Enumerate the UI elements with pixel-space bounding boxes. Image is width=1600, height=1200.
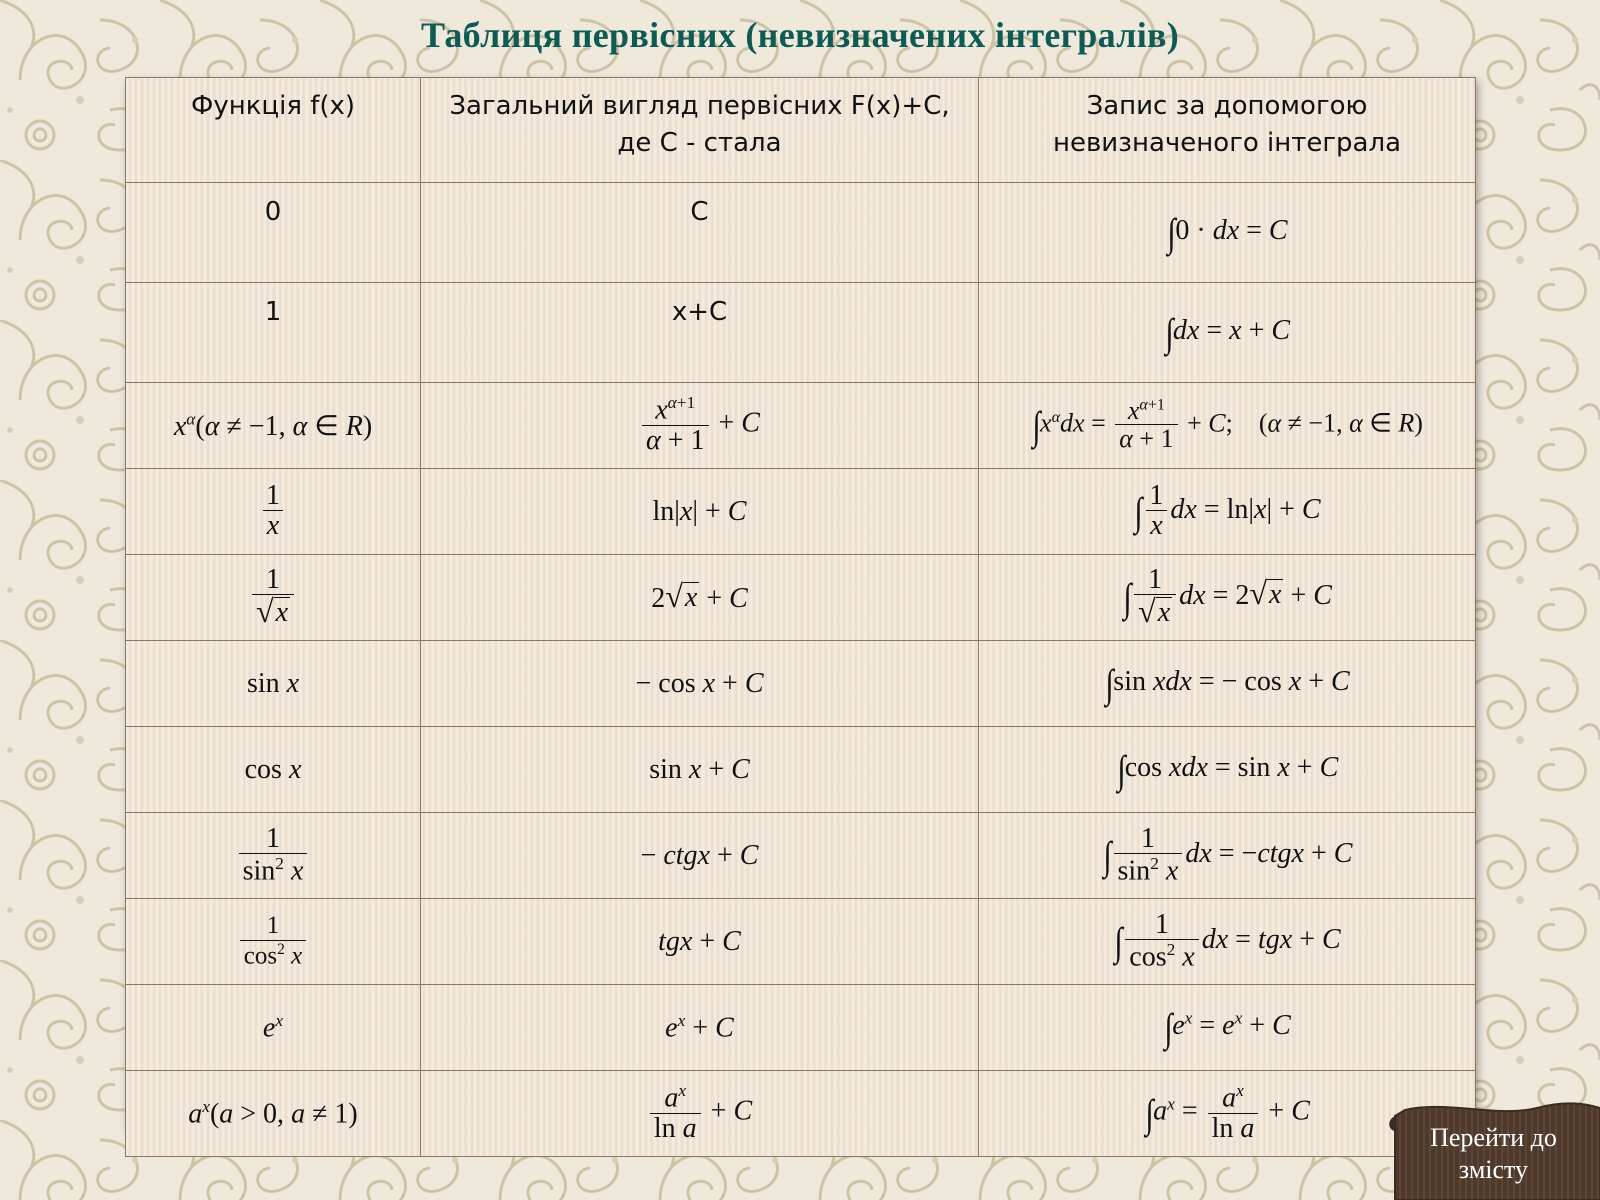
cell-antiderivative: ln|x| + C bbox=[421, 469, 979, 555]
table-row bbox=[126, 641, 1476, 727]
cell-integral: ∫cos xdx = sin x + C bbox=[979, 727, 1476, 813]
header-integral-notation: Запис за допомогою невизначеного інтеграла bbox=[979, 78, 1476, 183]
cell-integral: $\int x^\alpha dx$ = $\frac{x^{\alpha+1}}{\alpha + 1}$ + C; (α ≠ −1, α ∈ R) bbox=[979, 383, 1476, 469]
cell-integral: ∫ $\frac{1}{x}$ dx = ln|x| + C bbox=[979, 469, 1476, 555]
go-to-contents-label: Перейти до змісту bbox=[1430, 1123, 1557, 1184]
cell-function: $x^\alpha(\alpha \ne -1$, α ∈ R) bbox=[126, 383, 421, 469]
cell-integral: ∫ $\frac{1}{\sin^2 x}$ dx = −ctgx + C bbox=[979, 813, 1476, 899]
cell-function: $a^x(a > 0$, a ≠ 1) bbox=[126, 1071, 421, 1157]
cell-integral: $\int e^x = e^x + C$ bbox=[979, 985, 1476, 1071]
cell-integral: ∫ $\frac{1}{\cos^2 x}$ dx = tgx + C bbox=[979, 899, 1476, 985]
header-row bbox=[126, 78, 1476, 183]
cell-function: cos x bbox=[126, 727, 421, 813]
integrals-table-container bbox=[125, 77, 1475, 1144]
integrals-table bbox=[125, 77, 1476, 1157]
table-row bbox=[126, 469, 1476, 555]
cell-integral: ∫dx = x + C bbox=[979, 283, 1476, 383]
cell-integral: $\int a^x$ = $\frac{a^x}{\text{ln a}}$ + C bbox=[979, 1071, 1476, 1157]
cell-function: 1 √ x bbox=[126, 555, 421, 641]
cell-function: $\frac{1}{x}$ bbox=[126, 469, 421, 555]
cell-antiderivative: $\frac{a^x}{\text{ln a}}$ + C bbox=[421, 1071, 979, 1157]
table-row bbox=[126, 183, 1476, 283]
cell-antiderivative: 2 √ x + C bbox=[421, 555, 979, 641]
go-to-contents-button[interactable] bbox=[1387, 1100, 1600, 1200]
cell-function: $\frac{1}{\cos^2 x}$ bbox=[126, 899, 421, 985]
table-row bbox=[126, 727, 1476, 813]
cell-antiderivative: $e^x + C$ bbox=[421, 985, 979, 1071]
table-row bbox=[126, 813, 1476, 899]
cell-function: $\frac{1}{\sin^2 x}$ bbox=[126, 813, 421, 899]
cell-antiderivative: tgx + C bbox=[421, 899, 979, 985]
cell-antiderivative: − cos x + C bbox=[421, 641, 979, 727]
cell-function: $e^x$ bbox=[126, 985, 421, 1071]
cell-function: 0 bbox=[126, 183, 421, 283]
cell-antiderivative: sin x + C bbox=[421, 727, 979, 813]
cell-integral: ∫sin xdx = − cos x + C bbox=[979, 641, 1476, 727]
table-row bbox=[126, 283, 1476, 383]
cell-antiderivative: − ctgx + C bbox=[421, 813, 979, 899]
header-function: Функція f(x) bbox=[126, 78, 421, 183]
cell-function: 1 bbox=[126, 283, 421, 383]
table-row bbox=[126, 555, 1476, 641]
header-general-form: Загальний вигляд первісних F(x)+C, де С - стала bbox=[421, 78, 979, 183]
table-row bbox=[126, 985, 1476, 1071]
cell-integral: ∫ 1 √ x dx = 2 √ x + C bbox=[979, 555, 1476, 641]
cell-function: sin x bbox=[126, 641, 421, 727]
table-row bbox=[126, 899, 1476, 985]
table-row bbox=[126, 1071, 1476, 1157]
table-row bbox=[126, 383, 1476, 469]
page-title: Таблиця первісних (невизначених інтегралів) bbox=[420, 15, 1180, 55]
cell-antiderivative: x+C bbox=[421, 283, 979, 383]
cell-antiderivative: С bbox=[421, 183, 979, 283]
cell-integral: ∫0 · dx = C bbox=[979, 183, 1476, 283]
cell-antiderivative: $\frac{x^{\alpha+1}}{\alpha + 1}$ + C bbox=[421, 383, 979, 469]
